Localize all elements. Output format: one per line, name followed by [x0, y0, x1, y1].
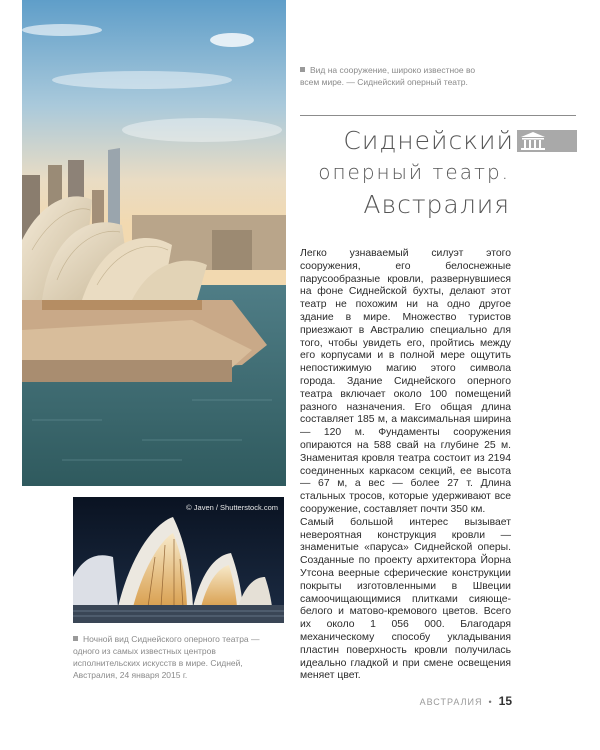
caption-bottom-text: Ночной вид Сиднейского оперного театра — одного из самых известных центров исполнительских искусств в мире. Сидней, Австралия, 24 января 2015 г.	[73, 634, 260, 680]
caption-bottom	[73, 633, 273, 681]
caption-top	[300, 64, 490, 88]
paragraph-1: Легко узнаваемый силуэт этого сооружения, его белоснежные парусообразные кровли, развернувшиеся на фоне Сиднейской бухты, делают этот театр не похожим ни на одно другое здание в мире. Множество туристов приезжают в Австралию специально для того, чтобы увидеть его, пройтись между его корпусами и в полной мере ощутить непостижимую магию этого символа города. Здание Сиднейского оперного театра включает около 100 помещений разного назначения. Его общая длина составляет 185 м, а максимальная ширина — 120 м. Фундаменты сооружения опираются на 588 свай на глубине 25 м. Знаменитая кровля театра состоит из 2194 соединенных каркасом секций, ее высота — 67 м, а вес — более 27 т. Длина стальных тросов, которые удерживают все сооружение, составляет почти 350 км.	[300, 248, 511, 515]
page-title-line-3: Австралия	[363, 190, 510, 219]
photo-opera-house-night	[73, 497, 284, 623]
photo-credit: © Javen / Shutterstock.com	[186, 503, 278, 512]
paragraph-2: Самый большой интерес вызывает невероятная конструкция кровли — знаменитые «паруса» Сиднейской оперы. Созданные по проекту архитектора Йорна Утсона веерные сферические конструкции покрыты изготовленными в Швеции самоочищающимися плитками сияюще-белого и матово-кремового цветов. Всего их около 1 056 000. Благодаря механическому способу укладывания пластин поверхность кровли получилась идеально гладкой и при смене освещения меняет цвет.	[300, 516, 511, 682]
caption-bullet	[73, 636, 78, 641]
landmark-icon	[517, 130, 577, 152]
photo-opera-house-day	[22, 0, 286, 486]
caption-bullet	[300, 67, 305, 72]
title-icon-box	[517, 130, 577, 152]
page-footer	[420, 694, 512, 708]
page-title-line-2: оперный театр.	[318, 160, 510, 184]
article-body	[300, 248, 511, 683]
footer-section: АВСТРАЛИЯ	[419, 697, 483, 707]
title-rule	[300, 115, 576, 116]
page-number: 15	[498, 694, 512, 708]
page-title-line-1: Сиднейский	[343, 126, 514, 155]
footer-separator: •	[488, 697, 493, 707]
caption-top-text: Вид на сооружение, широко известное во всем мире. — Сиднейский оперный театр.	[300, 65, 476, 87]
